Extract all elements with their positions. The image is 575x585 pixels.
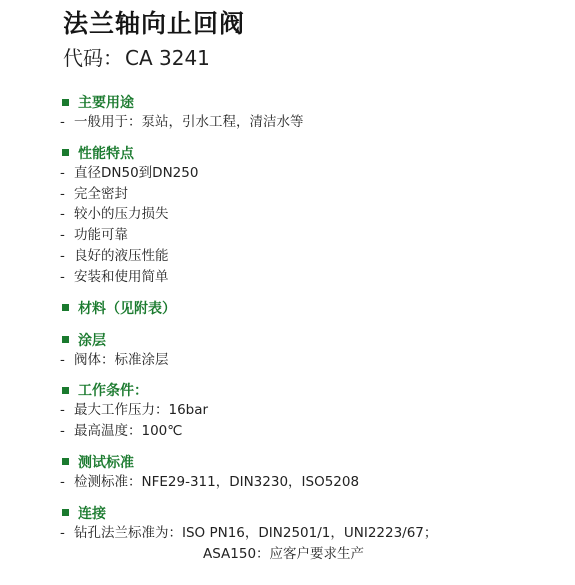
list-item: - 功能可靠 xyxy=(60,227,128,244)
square-bullet-icon xyxy=(62,304,69,311)
section-features xyxy=(60,143,560,288)
product-code-value: CA 3241 xyxy=(125,46,210,70)
square-bullet-icon xyxy=(62,458,69,465)
list-item: - 阀体：标准涂层 xyxy=(60,351,169,368)
section-heading-text: 主要用途 xyxy=(78,95,134,111)
section-items xyxy=(60,163,560,288)
section-items xyxy=(60,112,560,133)
page-title: 法兰轴向止回阀 xyxy=(63,9,246,38)
square-bullet-icon xyxy=(62,149,69,156)
section-heading xyxy=(60,380,560,400)
section-coating xyxy=(60,330,560,371)
product-code xyxy=(63,42,210,71)
section-working-conditions xyxy=(60,380,560,442)
section-items xyxy=(60,472,560,493)
section-items xyxy=(60,400,560,442)
section-heading xyxy=(60,298,560,318)
section-heading xyxy=(60,92,560,112)
list-item: - 直径DN50到DN250 xyxy=(60,164,199,181)
square-bullet-icon xyxy=(62,387,69,394)
section-heading-text: 性能特点 xyxy=(78,145,134,162)
list-item: - 最高温度：100℃ xyxy=(60,423,183,440)
section-items xyxy=(60,350,560,371)
section-heading-text: 连接 xyxy=(78,505,106,522)
square-bullet-icon xyxy=(62,99,69,106)
list-item-continuation: ASA150：应客户要求生产 xyxy=(203,545,365,562)
section-heading-text: 测试标准 xyxy=(78,454,134,471)
section-main-use xyxy=(60,92,560,133)
section-heading xyxy=(60,143,560,163)
list-item: - 完全密封 xyxy=(60,185,128,202)
section-items xyxy=(60,523,560,565)
section-test-standards xyxy=(60,452,560,493)
section-heading xyxy=(60,330,560,350)
section-heading-text: 工作条件： xyxy=(78,383,148,400)
list-item: - 检测标准：NFE29-311，DIN3230，ISO5208 xyxy=(60,473,360,490)
list-item: - 较小的压力损失 xyxy=(60,206,169,223)
list-item: - 良好的液压性能 xyxy=(60,247,169,264)
list-item: - 安装和使用简单 xyxy=(60,268,169,285)
section-heading xyxy=(60,452,560,472)
section-heading-text: 涂层 xyxy=(78,332,106,349)
list-item: - 最大工作压力：16bar xyxy=(60,402,209,419)
section-materials xyxy=(60,298,560,318)
list-item: - 一般用于：泵站，引水工程，清洁水等 xyxy=(60,114,304,130)
square-bullet-icon xyxy=(62,509,69,516)
square-bullet-icon xyxy=(62,336,69,343)
list-item: - 钻孔法兰标准为：ISO PN16，DIN2501/1，UNI2223/67； xyxy=(60,524,438,541)
product-code-label: 代码： xyxy=(63,46,123,70)
section-heading-text: 材料（见附表） xyxy=(78,300,176,317)
section-connection xyxy=(60,503,560,565)
section-heading xyxy=(60,503,560,523)
spec-sections xyxy=(60,92,560,564)
